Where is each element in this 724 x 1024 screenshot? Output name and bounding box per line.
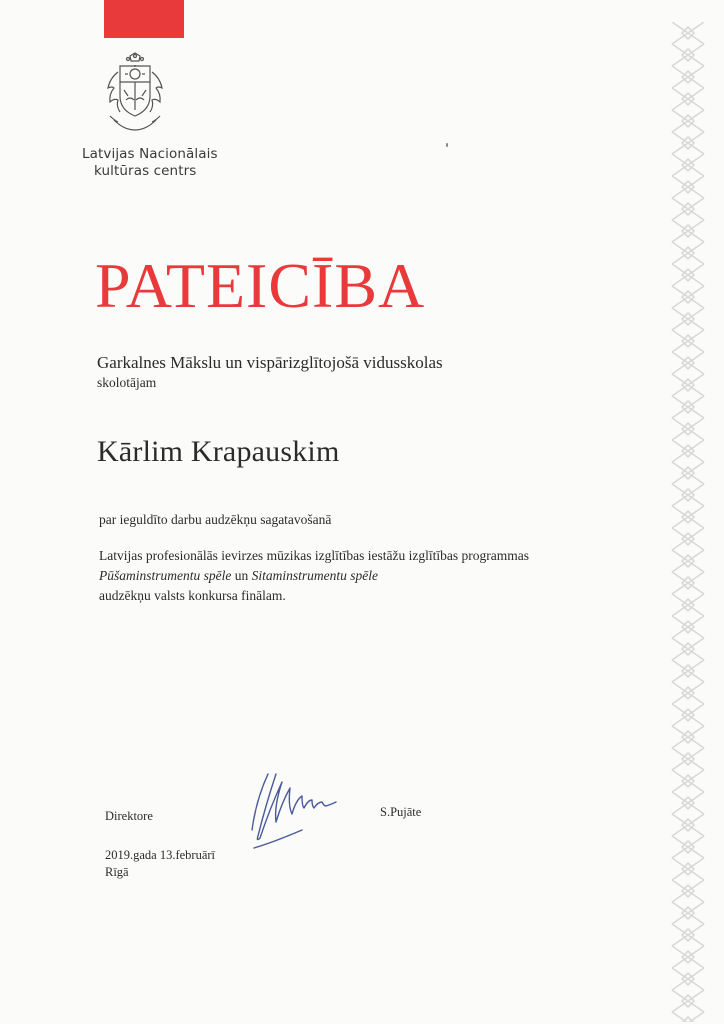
organization-name: [82, 146, 242, 180]
ornament-motif: [672, 198, 704, 242]
ornament-motif: [672, 506, 704, 550]
school-name: Garkalnes Mākslu un vispārizglītojošā vidusskolas: [97, 353, 443, 372]
recipient-position: skolotājam: [97, 375, 157, 390]
ornament-motif: [672, 286, 704, 330]
ornament-motif: [672, 682, 704, 726]
ornament-motif: [672, 330, 704, 374]
ornament-motif: [672, 858, 704, 902]
ornament-motif: [672, 462, 704, 506]
ornament-motif: [672, 374, 704, 418]
folk-ornament-border: [668, 22, 708, 1022]
ornament-motif: [672, 770, 704, 814]
ornament-motif: [672, 418, 704, 462]
ornament-motif: [672, 726, 704, 770]
issue-date-place: [105, 847, 215, 881]
ornament-motif: [672, 110, 704, 154]
description-line2: [99, 566, 659, 586]
org-name-line2: kultūras centrs: [94, 163, 197, 179]
org-name-line1: Latvijas Nacionālais: [82, 146, 218, 162]
signatory-role: Direktore: [105, 809, 153, 823]
ornament-motif: [672, 594, 704, 638]
issue-place: Rīgā: [105, 865, 129, 879]
program-connector: un: [231, 568, 252, 583]
ornament-motif: [672, 946, 704, 990]
ornament-motif: [672, 814, 704, 858]
ornament-motif: [672, 550, 704, 594]
ornament-motif: [672, 242, 704, 286]
red-top-tab: [104, 0, 184, 38]
coat-of-arms-icon: [100, 52, 170, 136]
award-description: [99, 546, 659, 606]
ornament-motif: [672, 154, 704, 198]
ornament-motif: [672, 66, 704, 110]
ornament-motif: [672, 902, 704, 946]
description-line1: Latvijas profesionālās ievirzes mūzikas izglītības iestāžu izglītības programmas: [99, 548, 529, 563]
ornament-motif: [672, 638, 704, 682]
ornament-motif: [672, 990, 704, 1022]
paper-speck: [446, 143, 448, 147]
signatory-name: S.Pujāte: [380, 805, 422, 819]
award-reason: par ieguldīto darbu audzēkņu sagatavošanā: [99, 512, 332, 527]
recipient-name: Kārlim Krapauskim: [97, 435, 340, 468]
program-name-1: Pūšaminstrumentu spēle: [99, 568, 232, 583]
program-name-2: Sitaminstrumentu spēle: [251, 568, 378, 583]
description-line3: audzēkņu valsts konkursa finālam.: [99, 588, 286, 603]
certificate-title: PATEICĪBA: [95, 250, 426, 321]
handwritten-signature: [246, 766, 356, 856]
ornament-motif: [672, 22, 704, 66]
issue-date: 2019.gada 13.februārī: [105, 848, 216, 862]
